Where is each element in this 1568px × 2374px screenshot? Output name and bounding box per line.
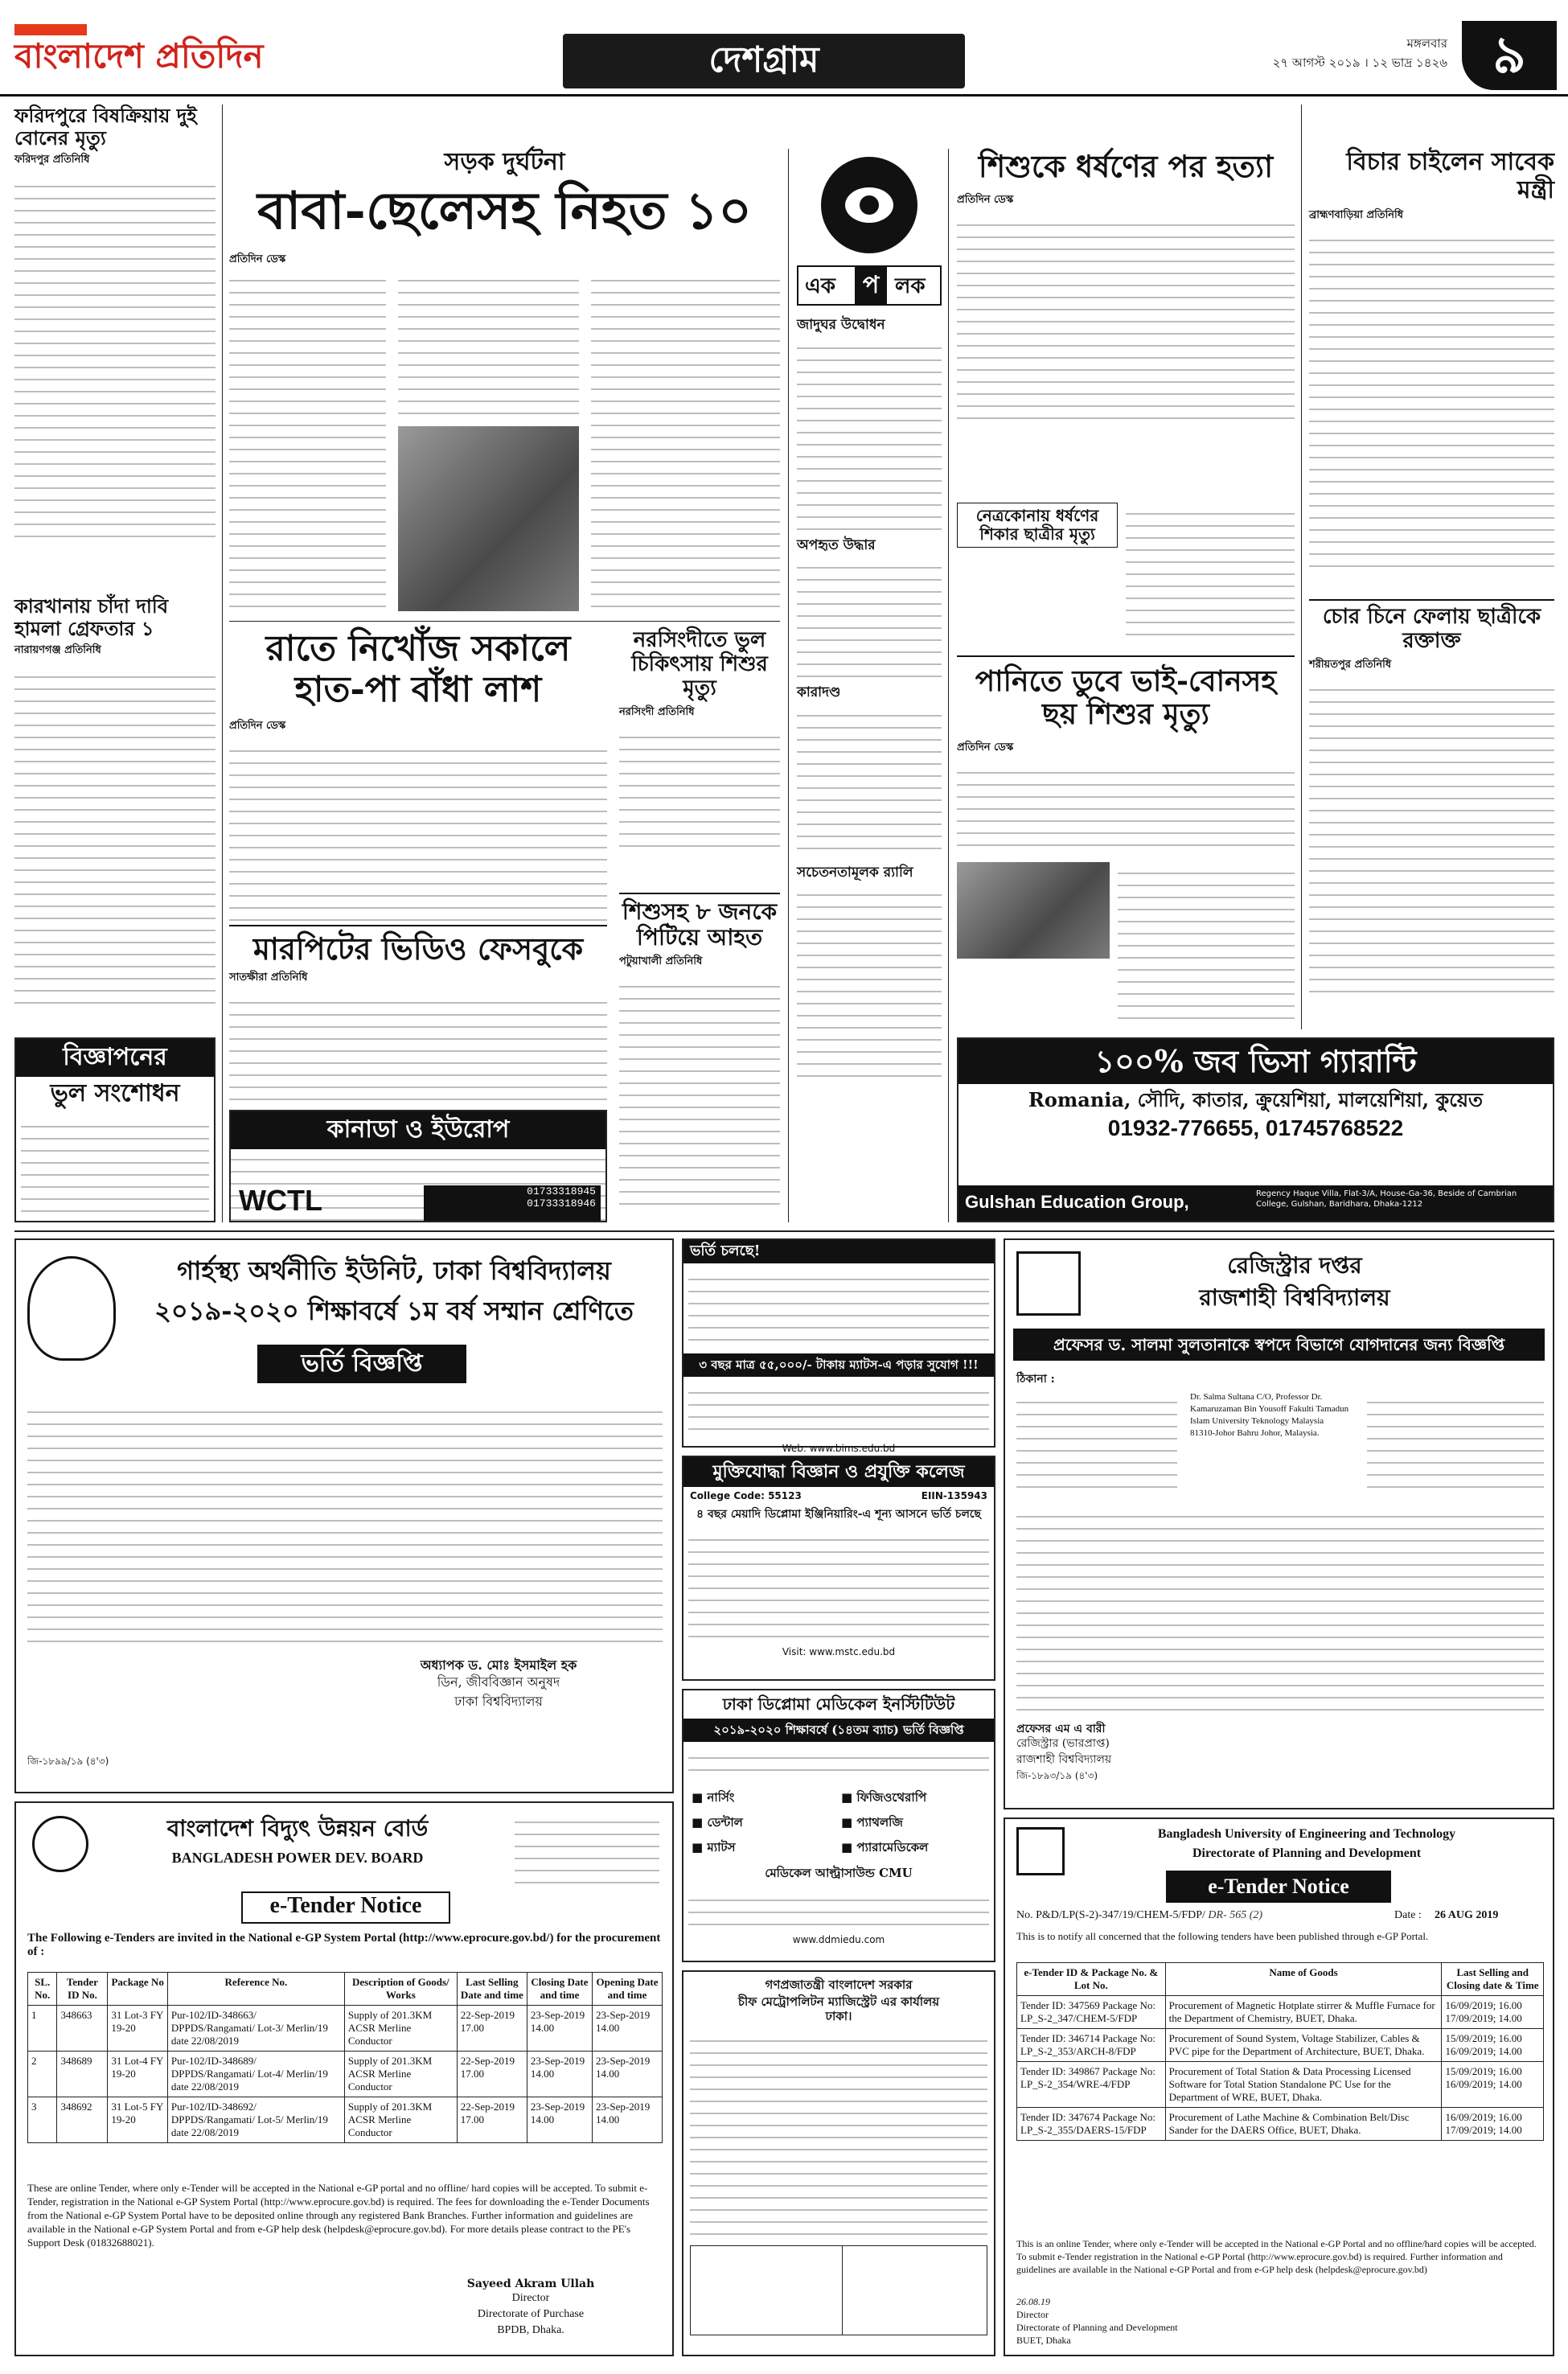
story-narayanganj: কারখানায় চাঁদা দাবি হামলা গ্রেফতার ১ নারায়ণগঞ্জ প্রতিনিধি [14,595,215,1029]
buet-table-cell: Tender ID: 346714 Package No: LP_S-2_353/ARCH-8/FDP [1017,2029,1166,2062]
buet-table-cell: 16/09/2019; 16.00 17/09/2019; 14.00 [1442,1996,1544,2029]
bpdb-table-cell: Pur-102/ID-348663/ DPPDS/Rangamati/ Lot-3/ Merlin/19 date 22/08/2019 [167,2006,344,2052]
bpdb-table-cell: 22-Sep-2019 17.00 [457,2052,527,2097]
buet-table-cell: Tender ID: 347674 Package No: LP_S-2_355/DAERS-15/FDP [1017,2108,1166,2141]
bpdb-table-cell: 2 [28,2052,57,2097]
bpdb-table-cell: 3 [28,2097,57,2143]
bpdb-table-cell: 1 [28,2006,57,2052]
bpdb-table-cell: 22-Sep-2019 17.00 [457,2006,527,2052]
section-banner: দেশগ্রাম [563,34,965,88]
buet-table-cell: 16/09/2019; 16.00 17/09/2019; 14.00 [1442,2108,1544,2141]
ad-ihm: ভর্তি চলছে! ৩ বছর মাত্র ৫৫,০০০/- টাকায় ম্যাটস-এ পড়ার সুযোগ !!! Web: www.bims.edu.bd [682,1238,995,1448]
buet-table-header-cell: Name of Goods [1165,1963,1442,1996]
bpdb-logo-icon [32,1816,88,1872]
article-body [14,175,215,545]
bpdb-table-cell: 23-Sep-2019 14.00 [593,2097,663,2143]
bpdb-table-cell: 348689 [57,2052,108,2097]
course-list [683,1784,994,1863]
story-hands-tied: রাতে নিখোঁজ সকালে হাত-পা বাঁধা লাশ প্রতিদিন ডেস্ক [229,629,607,918]
eye-icon [821,157,917,253]
article-body [14,666,215,1004]
buet-table-cell: Tender ID: 349867 Package No: LP_S-2_354/WRE-4/FDP [1017,2062,1166,2108]
course-item: ■ ফিজিওথেরাপি [841,1790,927,1805]
bpdb-table-cell: 23-Sep-2019 14.00 [527,2097,592,2143]
bpdb-table-header-cell: Description of Goods/ Works [344,1973,457,2006]
course-item: ■ প্যারামেডিকেল [841,1840,929,1855]
ad-bpdb-tender: বাংলাদেশ বিদ্যুৎ উন্নয়ন বোর্ড BANGLADESH POWER DEV. BOARD e-Tender Notice The Following e-Tenders are invited in the National e-GP System Portal (http://www.eprocure.gov.bd/) for the procurement of : SL. No. Tender ID No. Package No Reference No. Description of Goods/ Works Last Selling Date and time Closing Date and time Opening Date and time 1 348663 31 Lot-3 FY 19-20 Pur-102/ID-348663/ DPPDS/Rangamati/ Lot-3/ Merlin/19 date 22/08/2019 Supply of 201.3KM ACSR Merline Conductor 22-Sep-2019 17.00 23-Sep-2019 14.00 23-Sep-2019 14.00 2 348689 31 Lot-4 FY 19-20 Pur-102/ID-348689/ DPPDS/Rangamati/ Lot-4/ Merlin/19 date 22/08/2019 Supply of 201.3KM ACSR Merline Conductor 22-Sep-2019 17.00 23-Sep-2019 14.00 23-Sep-2019 14.00 3 348692 31 Lot-5 FY 19-20 Pur-102/ID-348692/ DPPDS/Rangamati/ Lot-5/ Merlin/19 date 22/08/2019 Supply of 201.3KM ACSR Merline Conductor 22-Sep-2019 17.00 23-Sep-2019 14.00 23-Sep-2019 14.00 These are online Tender, where only e-Tender will be accepted in the National e-GP portal and no offline/ hard copies will be accepted. To submit e-Tender, registration in the National e-GP System Portal (http://www.eprocure.gov.bd) is required. The fees for downloading the e-Tender Documents from the National e-GP System Portal have to be deposited online through any registered Bank Branches. Further information and guidelines are available in the National e-GP System Portal and from e-GP help desk (helpdesk@eprocure.gov.bd). For more details please contract to the PE's Support Desk (01832688021). Sayeed Akram Ullah Director Directorate of Purchase BPDB, Dhaka. [14,1801,674,2356]
story-beaten: শিশুসহ ৮ জনকে পিটিয়ে আহত পটুয়াখালী প্রতিনিধি [619,893,780,1222]
buet-table-row [1017,2029,1544,2062]
bpdb-table-cell: 23-Sep-2019 14.00 [593,2006,663,2052]
ad-rajshahi-university: রেজিস্ট্রার দপ্তর রাজশাহী বিশ্ববিদ্যালয় প্রফেসর ড. সালমা সুলতানাকে স্বপদে বিভাগে যোগদানের জন্য বিজ্ঞপ্তি ঠিকানা : Dr. Salma Sultana C/O, Professor Dr. Kamaruzaman Bin Yousoff Fakulti Tamadun Islam University Teknology Malaysia 81310-Johor Bahru Johor, Malaysia. প্রফেসর এম এ বারী রেজিস্ট্রার (ভারপ্রাপ্ত) রাজশাহী বিশ্ববিদ্যালয় জি-১৮৯৩/১৯ (৪'৩) [1004,1238,1554,1809]
buet-table-cell: 15/09/2019; 16.00 16/09/2019; 14.00 [1442,2062,1544,2108]
buet-table-row [1017,2062,1544,2108]
buet-table-header-cell: Last Selling and Closing date & Time [1442,1963,1544,1996]
lead-story: সড়ক দুর্ঘটনা বাবা-ছেলেসহ নিহত ১০ প্রতিদিন ডেস্ক [229,149,780,615]
bpdb-table-cell: 23-Sep-2019 14.00 [527,2006,592,2052]
bpdb-tender-table [27,1972,663,2143]
story-drowning: পানিতে ডুবে ভাই-বোনসহ ছয় শিশুর মৃত্যু প্রতিদিন ডেস্ক [957,655,1295,1033]
bpdb-table-cell: Supply of 201.3KM ACSR Merline Conductor [344,2006,457,2052]
bpdb-table-cell: Pur-102/ID-348689/ DPPDS/Rangamati/ Lot-4/ Merlin/19 date 22/08/2019 [167,2052,344,2097]
ek-polok-column: এক প লক জাদুঘর উদ্বোধন অপহৃত উদ্ধার কারাদণ্ড সচেতনতামূলক র‍্যালি [788,149,949,1222]
ad-correction: বিজ্ঞাপনের ভুল সংশোধন [14,1037,215,1222]
buet-table-row [1017,2108,1544,2141]
ad-cmm-notice: গণপ্রজাতন্ত্রী বাংলাদেশ সরকার চীফ মেট্রোপলিটন ম্যাজিস্ট্রেট এর কার্যালয় ঢাকা। [682,1970,995,2356]
story-former-minister: বিচার চাইলেন সাবেক মন্ত্রী ব্রাহ্মণবাড়িয়া প্রতিনিধি [1309,149,1554,591]
buet-table-header-cell: e-Tender ID & Package No. & Lot No. [1017,1963,1166,1996]
ad-buet-tender: Bangladesh University of Engineering and Technology Directorate of Planning and Development e-Tender Notice No. P&D/LP(S-2)-347/19/CHEM-5/FDP/ DR- 565 (2) Date : 26 AUG 2019 This is to notify all concerned that the following tenders have been published through e-GP Portal. e-Tender ID & Package No. & Lot No. Name of Goods Last Selling and Closing date & Time Tender ID: 347569 Package No: LP_S-2_347/CHEM-5/FDP Procurement of Magnetic Hotplate stirrer & Muffle Furnace for the Department of Chemistry, BUET, Dhaka. 16/09/2019; 16.00 17/09/2019; 14.00 Tender ID: 346714 Package No: LP_S-2_353/ARCH-8/FDP Procurement of Sound System, Voltage Stabilizer, Cables & PVC pipe for the Department of Architecture, BUET, Dhaka. 15/09/2019; 16.00 16/09/2019; 14.00 Tender ID: 349867 Package No: LP_S-2_354/WRE-4/FDP Procurement of Total Station & Data Processing Licensed Software for Total Station Standalone PC Use for the Department of WRE, BUET, Dhaka. 15/09/2019; 16.00 16/09/2019; 14.00 Tender ID: 347674 Package No: LP_S-2_355/DAERS-15/FDP Procurement of Lathe Machine & Combination Belt/Disc Sander for the DAERS Office, BUET, Dhaka. 16/09/2019; 16.00 17/09/2019; 14.00 This is an online Tender, where only e-Tender will be accepted in the National e-GP Portal and no offline/hard copies will be accepted. To submit e-Tender registration in the National e-GP Portal (http://www.eprocure.gov.bd) is required. Further information and guidelines are available in the National e-GP Portal and from e-GP help desk (helpdesk@eprocure.gov.bd) 26.08.19 Director Directorate of Planning and Development BUET, Dhaka [1004,1817,1554,2356]
bpdb-table-cell: 31 Lot-5 FY 19-20 [108,2097,168,2143]
bpdb-table-header-cell: Opening Date and time [593,1973,663,2006]
bpdb-table-row [28,2097,663,2143]
ek-polok-banner: এক প লক [797,265,942,306]
ad-canada-europe: কানাডা ও ইউরোপ WCTL 01733318945 01733318946 [229,1110,607,1222]
buet-table-row [1017,1996,1544,2029]
drowning-photo [957,862,1110,959]
bpdb-table-cell: 22-Sep-2019 17.00 [457,2097,527,2143]
bpdb-table-cell: 31 Lot-3 FY 19-20 [108,2006,168,2052]
lead-photo [398,426,579,611]
course-item: ■ প্যাথলজি [841,1815,903,1830]
newspaper-logo: বাংলাদেশ প্রতিদিন [14,24,304,80]
buet-table-cell: Tender ID: 347569 Package No: LP_S-2_347/CHEM-5/FDP [1017,1996,1166,2029]
buet-table-cell: Procurement of Lathe Machine & Combination Belt/Disc Sander for the DAERS Office, BUET, Dhaka. [1165,2108,1442,2141]
bpdb-table-header-cell: Closing Date and time [527,1973,592,2006]
bpdb-table-cell: 23-Sep-2019 14.00 [593,2052,663,2097]
story-video: মারপিটের ভিডিও ফেসবুকে সাতক্ষীরা প্রতিনিধি [229,925,607,1222]
bpdb-table-cell: Supply of 201.3KM ACSR Merline Conductor [344,2052,457,2097]
course-item: ■ নার্সিং [692,1790,735,1805]
university-seal-icon [27,1256,116,1361]
story-rape-murder: শিশুকে ধর্ষণের পর হত্যা প্রতিদিন ডেস্ক নেত্রকোনায় ধর্ষণের শিকার ছাত্রীর মৃত্যু [957,149,1295,647]
page-number: ৯ [1462,21,1557,90]
buet-logo-icon [1016,1827,1065,1875]
bpdb-table-header-cell: Reference No. [167,1973,344,2006]
course-item: ■ ম্যাটস [692,1840,736,1855]
lead-headline: বাবা-ছেলেসহ নিহত ১০ [257,180,752,241]
bpdb-table-header-cell: Tender ID No. [57,1973,108,2006]
course-item: ■ ডেন্টাল [692,1815,743,1830]
story-faridpur: ফরিদপুরে বিষক্রিয়ায় দুই বোনের মৃত্যু ফরিদপুর প্রতিনিধি [14,105,215,587]
story-narsingdi: নরসিংদীতে ভুল চিকিৎসায় শিশুর মৃত্যু নরসিংদী প্রতিনিধি [619,629,780,886]
bpdb-table-header-cell: Last Selling Date and time [457,1973,527,2006]
story-thief: চোর চিনে ফেলায় ছাত্রীকে রক্তাক্ত শরীয়তপুর প্রতিনিধি [1309,599,1554,1025]
bpdb-table-cell: 31 Lot-4 FY 19-20 [108,2052,168,2097]
issue-date: মঙ্গলবার ২৭ আগস্ট ২০১৯ । ১২ ভাদ্র ১৪২৬ [1272,36,1447,70]
bpdb-table-row [28,2052,663,2097]
buet-table-cell: Procurement of Sound System, Voltage Stabilizer, Cables & PVC pipe for the Department of Architecture, BUET, Dhaka. [1165,2029,1442,2062]
ad-dhaka-diploma: ঢাকা ডিপ্লোমা মেডিকেল ইনস্টিটিউট ২০১৯-২০২০ শিক্ষাবর্ষে (১৪তম ব্যাচ) ভর্তি বিজ্ঞপ্তি ■ নার্সিং ■ ফিজিওথেরাপি ■ ডেন্টাল ■ প্যাথলজি ■ ম্যাটস ■ প্যারামেডিকেল মেডিকেল আল্ট্রাসাউন্ড CMU www.ddmiedu.com [682,1689,995,1962]
ad-job-visa: ১০০% জব ভিসা গ্যারান্টি Romania, সৌদি, কাতার, ক্রুয়েশিয়া, মালয়েশিয়া, কুয়েত 01932-776655, 01745768522 Gulshan Education Group, Regency Haque Villa, Flat-3/A, House-Ga-36, Beside of Cambrian College, Gulshan, Baridhara, Dhaka-1212 [957,1037,1554,1222]
bpdb-table-cell: Pur-102/ID-348692/ DPPDS/Rangamati/ Lot-5/ Merlin/19 date 22/08/2019 [167,2097,344,2143]
bpdb-table-cell: 348692 [57,2097,108,2143]
ad-dhaka-university: গার্হস্থ্য অর্থনীতি ইউনিট, ঢাকা বিশ্ববিদ্যালয় ২০১৯-২০২০ শিক্ষাবর্ষে ১ম বর্ষ সম্মান শ্রেণিতে ভর্তি বিজ্ঞপ্তি অধ্যাপক ড. মোঃ ইসমাইল হক ডিন, জীববিজ্ঞান অনুষদ ঢাকা বিশ্ববিদ্যালয় জি-১৮৯৯/১৯ (৪'৩) [14,1238,674,1793]
bpdb-table-header-cell: SL. No. [28,1973,57,2006]
bpdb-table-header-cell: Package No [108,1973,168,2006]
buet-tender-table [1016,1962,1544,2141]
buet-table-cell: Procurement of Total Station & Data Processing Licensed Software for Total Station Standalone PC Use for the Department of WRE, BUET, Dhaka. [1165,2062,1442,2108]
bpdb-table-cell: Supply of 201.3KM ACSR Merline Conductor [344,2097,457,2143]
masthead [0,0,1568,97]
ru-logo-icon [1016,1251,1081,1316]
ad-muktijoddha-college: মুক্তিযোদ্ধা বিজ্ঞান ও প্রযুক্তি কলেজ College Code: 55123 EIIN-135943 ৪ বছর মেয়াদি ডিপ্লোমা ইঞ্জিনিয়ারিং-এ শূন্য আসনে ভর্তি চলছে Visit: www.mstc.edu.bd [682,1456,995,1681]
bpdb-table-cell: 23-Sep-2019 14.00 [527,2052,592,2097]
bpdb-table-row [28,2006,663,2052]
lead-kicker: সড়ক দুর্ঘটনা [444,148,565,176]
bpdb-table-cell: 348663 [57,2006,108,2052]
buet-table-cell: Procurement of Magnetic Hotplate stirrer & Muffle Furnace for the Department of Chemistry, BUET, Dhaka. [1165,1996,1442,2029]
buet-table-cell: 15/09/2019; 16.00 16/09/2019; 14.00 [1442,2029,1544,2062]
